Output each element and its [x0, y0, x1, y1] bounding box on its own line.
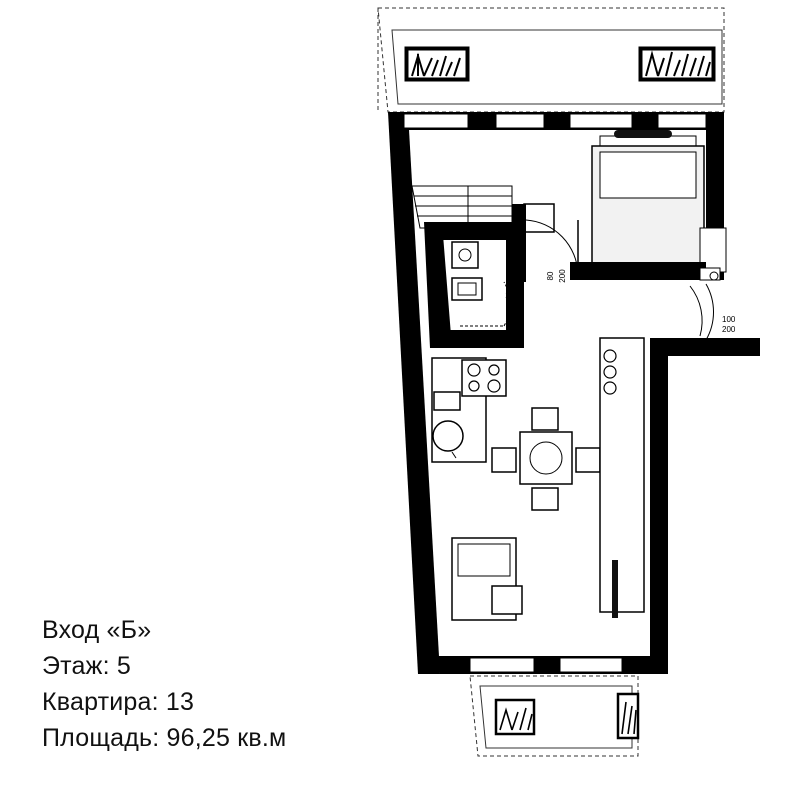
- entrance-label: Вход «Б»: [42, 616, 152, 644]
- apartment-label: Квартира: 13: [42, 688, 195, 716]
- bedroom: [508, 130, 726, 282]
- title-block: [42, 612, 382, 756]
- dim-bath-width: 70: [507, 281, 517, 290]
- stairs: [412, 186, 512, 228]
- upper-balcony: [378, 8, 724, 112]
- windows-top: [404, 112, 706, 130]
- window-bottom: [470, 656, 622, 674]
- dining-table: [492, 408, 600, 510]
- area-label: Площадь: 96,25 кв.м: [42, 724, 287, 752]
- sofa: [452, 538, 522, 620]
- dim-balcony-width: 100: [722, 315, 736, 324]
- kitchen: [432, 358, 506, 462]
- lower-balcony: [470, 676, 638, 756]
- dim-bedroom-width: 80: [546, 271, 555, 281]
- floor-label: Этаж: 5: [42, 652, 131, 680]
- dim-bath-height: 200: [505, 291, 519, 300]
- dim-balcony-height: 200: [722, 325, 736, 334]
- cabinet-run-right: [600, 338, 644, 618]
- dim-bedroom-height: 200: [558, 269, 567, 283]
